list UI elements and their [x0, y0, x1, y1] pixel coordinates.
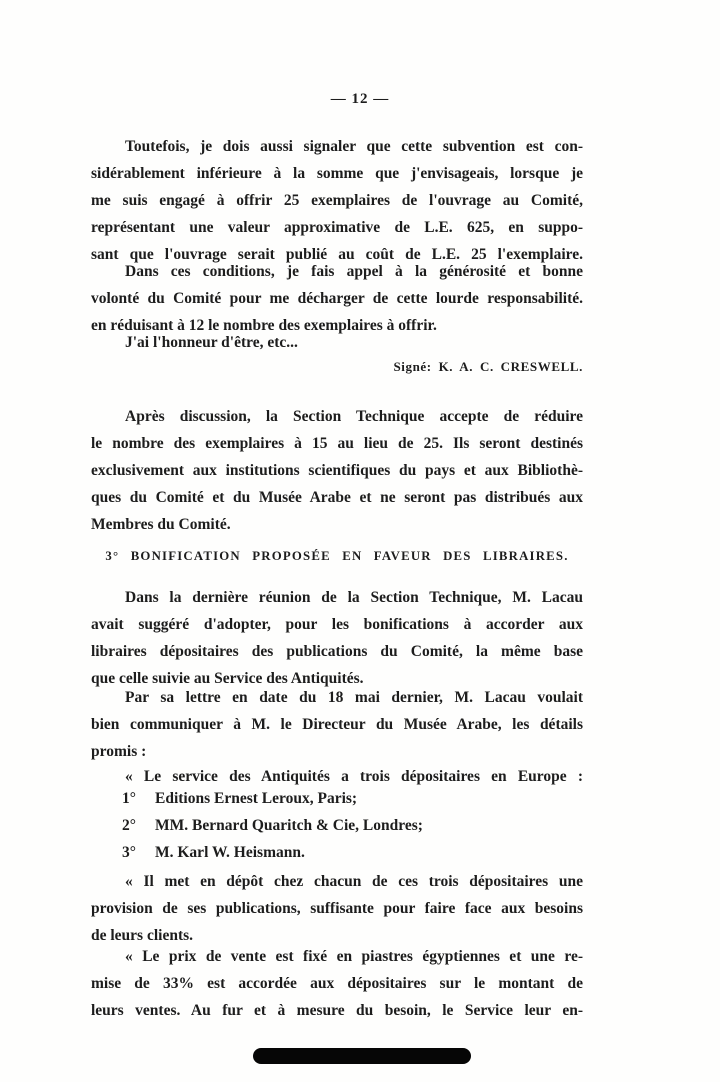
section-heading: 3° BONIFICATION PROPOSÉE EN FAVEUR DES LIBRAIRES.	[105, 549, 569, 563]
depositaires-list	[91, 785, 583, 866]
paragraph-line: Dans la dernière réunion de la Section Technique, M. Lacau	[125, 589, 583, 606]
list-item-number: 2°	[122, 817, 136, 834]
paragraph-line: Après discussion, la Section Technique accepte de réduire	[125, 408, 583, 425]
paragraph-line: « Il met en dépôt chez chacun de ces trois dépositaires une	[125, 873, 583, 890]
paragraph-line: « Le prix de vente est fixé en piastres égyptiennes et une re-	[125, 948, 583, 965]
list-item-text: Editions Ernest Leroux, Paris;	[155, 790, 358, 807]
page-number: — 12 —	[330, 91, 390, 107]
paragraph-line: en réduisant à 12 le nombre des exemplaires à offrir.	[91, 317, 437, 334]
paragraph-line: bien communiquer à M. le Directeur du Musée Arabe, les détails	[91, 716, 583, 733]
list-item	[91, 839, 583, 866]
paragraph-line: sidérablement inférieure à la somme que j'envisageais, lorsque je	[91, 165, 583, 182]
list-item-number: 3°	[122, 844, 136, 861]
paragraph-decision	[91, 403, 583, 538]
paragraph-line: promis :	[91, 743, 147, 760]
paragraph-conditions	[91, 258, 583, 339]
paragraph-line: que celle suivie au Service des Antiquités.	[91, 670, 364, 687]
paragraph-line: volonté du Comité pour me décharger de cette lourde responsabilité.	[91, 290, 583, 307]
paragraph-line: exclusivement aux institutions scientifiques du pays et aux Bibliothè-	[91, 462, 583, 479]
paragraph-line: le nombre des exemplaires à 15 au lieu de 25. Ils seront destinés	[91, 435, 583, 452]
list-item	[91, 812, 583, 839]
paragraph-line: me suis engagé à offrir 25 exemplaires de l'ouvrage au Comité,	[91, 192, 583, 209]
paragraph-line: Toutefois, je dois aussi signaler que cette subvention est con-	[125, 138, 583, 155]
paragraph-line: ques du Comité et du Musée Arabe et ne seront pas distribués aux	[91, 489, 583, 506]
paragraph-line: J'ai l'honneur d'être, etc...	[125, 334, 298, 351]
paragraph-line: « Le service des Antiquités a trois dépositaires en Europe :	[125, 768, 583, 785]
list-item-text: M. Karl W. Heismann.	[155, 844, 305, 861]
paragraph-line: leurs ventes. Au fur et à mesure du besoin, le Service leur en-	[91, 1002, 583, 1019]
paragraph-line: Par sa lettre en date du 18 mai dernier, M. Lacau voulait	[125, 689, 583, 706]
paragraph-line: sant que l'ouvrage serait publié au coût de L.E. 25 l'exemplaire.	[91, 246, 583, 263]
paragraph-lettre	[91, 684, 583, 765]
text-block	[91, 133, 583, 1024]
paragraph-line: avait suggéré d'adopter, pour les bonifications à accorder aux	[91, 616, 583, 633]
paragraph-line: provision de ses publications, suffisante pour faire face aux besoins	[91, 900, 583, 917]
paragraph-lacau-suggestion	[91, 584, 583, 692]
paragraph-line: libraires dépositaires des publications du Comité, la même base	[91, 643, 583, 660]
paragraph-subvention	[91, 133, 583, 268]
signature-line: Signé: K. A. C. CRESWELL.	[393, 359, 583, 374]
paragraph-line: Membres du Comité.	[91, 516, 231, 533]
paragraph-line: mise de 33% est accordée aux dépositaires sur le montant de	[91, 975, 583, 992]
paragraph-line: représentant une valeur approximative de L.E. 625, en suppo-	[91, 219, 583, 236]
paragraph-prix	[91, 943, 583, 1024]
paragraph-line: Dans ces conditions, je fais appel à la générosité et bonne	[125, 263, 583, 280]
list-item-text: MM. Bernard Quaritch & Cie, Londres;	[155, 817, 423, 834]
scan-artifact-bar	[253, 1048, 471, 1064]
paragraph-depot	[91, 868, 583, 949]
list-item-number: 1°	[122, 790, 136, 807]
paragraph-line: de leurs clients.	[91, 927, 194, 944]
